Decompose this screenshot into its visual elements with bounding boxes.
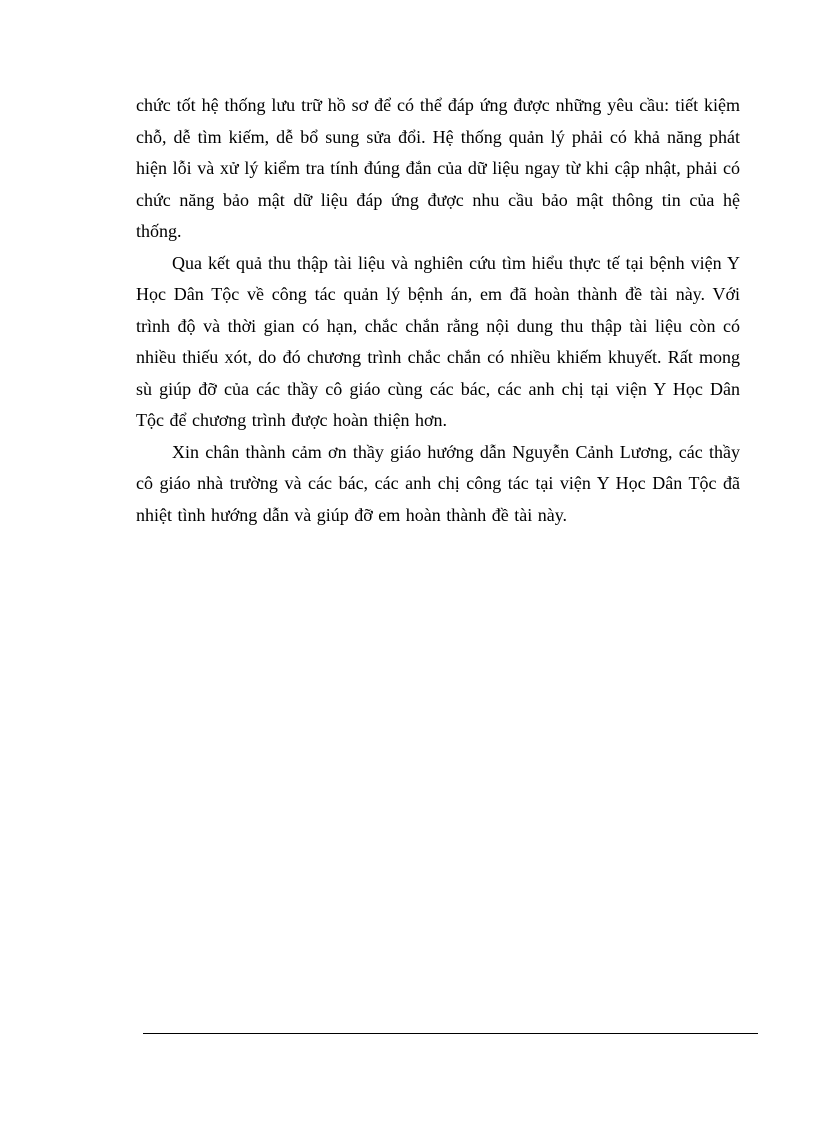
footer-divider	[143, 1033, 758, 1034]
paragraph-research-summary: Qua kết quả thu thập tài liệu và nghiên cứu tìm hiểu thực tế tại bệnh viện Y Học Dân Tộc về công tác quản lý bệnh án, em đã hoàn thành đề tài này. Với trình độ và thời gian có hạn, chắc chắn rằng nội dung thu thập tài liệu còn có nhiều thiếu xót, do đó chương trình chắc chắn có nhiều khiếm khuyết. Rất mong sù giúp đỡ của các thầy cô giáo cùng các bác, các anh chị tại viện Y Học Dân Tộc để chương trình được hoàn thiện hơn.	[136, 252, 740, 430]
paragraph-continuation: chức tốt hệ thống lưu trữ hồ sơ để có thể đáp ứng được những yêu cầu: tiết kiệm chỗ, dễ tìm kiếm, dễ bổ sung sửa đổi. Hệ thống quản lý phải có khả năng phát hiện lỗi và xử lý kiểm tra tính đúng đắn của dữ liệu ngay từ khi cập nhật, phải có chức năng bảo mật dữ liệu đáp ứng được nhu cầu bảo mật thông tin của hệ thống.	[136, 95, 740, 241]
document-body	[136, 90, 740, 531]
paragraph-acknowledgement: Xin chân thành cảm ơn thầy giáo hướng dẫn Nguyễn Cảnh Lương, các thầy cô giáo nhà trường và các bác, các anh chị công tác tại viện Y Học Dân Tộc đã nhiệt tình hướng dẫn và giúp đỡ em hoàn thành đề tài này.	[136, 441, 740, 525]
